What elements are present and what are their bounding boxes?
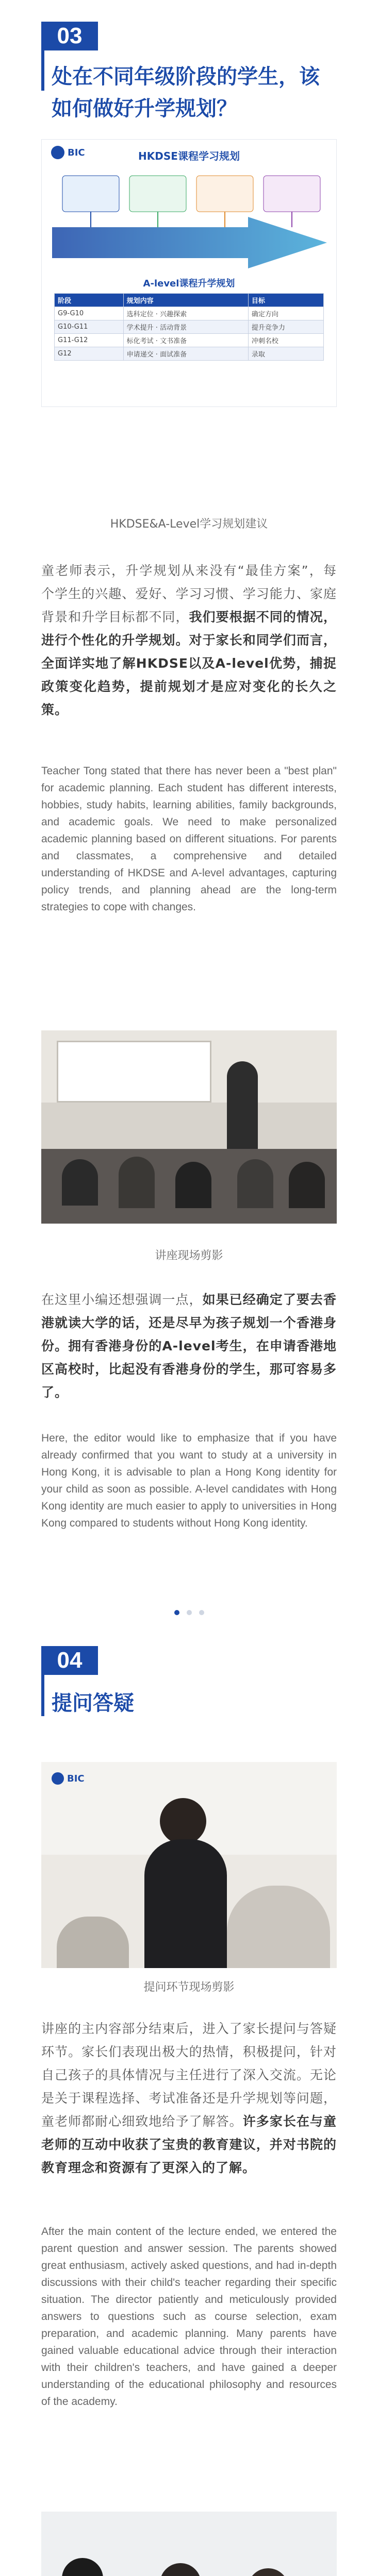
chart-bottom-title: A-level课程升学规划 [143,278,235,289]
paragraph-zh-1: 童老师表示，升学规划从来没有“最佳方案”，每个学生的兴趣、爱好、学习习惯、学习能力、家庭背景和升学目标都不同，我们要根据不同的情况，进行个性化的升学规划。对于家长和同学们而言，全面详实地了解HKDSE以及A-level优势，捕捉政策变化趋势，提前规划才是应对变化的长久之策。 [41,563,337,717]
table-cell: G11-G12 [55,334,124,347]
table-row [55,347,324,361]
carousel-dots-1 [0,1610,378,1615]
table-cell: G10-G11 [55,320,124,334]
table-cell: 冲刺名校 [248,334,323,347]
qa-photo [41,1762,337,1968]
table-header: 阶段 [55,294,124,307]
table-cell: 提升竞争力 [248,320,323,334]
table-header: 目标 [248,294,323,307]
bic-logo: BIC [51,146,85,159]
table-cell: 确定方向 [248,307,323,320]
table-row [55,320,324,334]
table-header: 规划内容 [123,294,248,307]
section-accent-line [41,50,44,91]
table-row [55,334,324,347]
section-accent-line [41,1675,44,1716]
chart-top-title: HKDSE课程学习规划 [138,150,240,162]
planning-table [54,293,324,361]
speaker-head [160,1798,206,1844]
planning-path-graphic [52,165,327,268]
hkdse-planning-chart [41,139,337,407]
section-number-04: 04 [41,1646,98,1675]
paragraph-zh-2: 在这里小编还想强调一点，如果已经确定了要去香港就读大学的话，还是尽早为孩子规划一个香港身份。拥有香港身份的A-level考生，在申请香港地区高校时，比起没有香港身份的学生，那可容易多了。 [41,1292,337,1400]
bic-wall-logo: BIC [52,1772,85,1785]
table-cell: G9-G10 [55,307,124,320]
table-cell: 选科定位 · 兴趣探索 [123,307,248,320]
speaker-body [144,1839,227,1968]
chart-caption: HKDSE&A-Level学习规划建议 [110,518,268,531]
table-cell: 学术提升 · 活动背景 [123,320,248,334]
consultation-photo [41,2512,337,2576]
paragraph-en-1: Teacher Tong stated that there has never been a "best plan" for academic planning. Each student has different interests, hobbies, study habits, learning abilities, family backgrounds, and academic goals. We need to make personalized academic planning based on different situations. For parents and classmates, a comprehensive and detailed understanding of HKDSE and A-level advantages, capturing policy trends, and planning ahead are the long-term strategies to cope with changes. [41,765,337,913]
table-row [55,307,324,320]
dot [199,1610,204,1615]
section-title-03: 处在不同年级阶段的学生，该如何做好升学规划？ [52,65,320,121]
paragraph-en-2: Here, the editor would like to emphasize that if you have already confirmed that you want to study at a university in Hong Kong, it is advisable to plan a Hong Kong identity for your child as soon as possible. A-level candidates with Hong Kong identity are much easier to apply to universities in Hong Kong compared to students without Hong Kong identity. [41,1432,337,1529]
table-cell: 录取 [248,347,323,361]
dot-active [174,1610,179,1615]
table-cell: 标化考试 · 文书准备 [123,334,248,347]
paragraph-zh-3: 讲座的主内容部分结束后，进入了家长提问与答疑环节。家长们表现出极大的热情，积极提问，针对自己孩子的具体情况与主任进行了深入交流。无论是关于课程选择、考试准备还是升学规划等问题，童老师都耐心细致地给予了解答。许多家长在与童老师的互动中收获了宝贵的教育建议，并对书院的教育理念和资源有了更深入的了解。 [41,2021,337,2175]
dot [187,1610,192,1615]
table-cell: G12 [55,347,124,361]
presenter-figure [227,1061,258,1154]
table-cell: 申请递交 · 面试准备 [123,347,248,361]
section-title-04: 提问答疑 [52,1691,134,1715]
parent-figure [227,1886,330,1968]
paragraph-en-3: After the main content of the lecture ended, we entered the parent question and answer session. The parents showed great enthusiasm, actively asked questions, and had in-depth discussions with their child's teacher regarding their specific situation. The director patiently and meticulously provided answers to questions such as course selection, exam preparation, and academic planning. Many parents have gained valuable educational advice through their interaction with their children's teachers, and have gained a deeper understanding of the educational philosophy and resources of the academy. [41,2226,337,2408]
lecture-photo [41,1030,337,1224]
lecture-photo-caption: 讲座现场剪影 [155,1249,223,1262]
projector-screen [57,1041,211,1103]
qa-photo-caption: 提问环节现场剪影 [143,1981,235,1994]
section-number-03: 03 [41,22,98,50]
